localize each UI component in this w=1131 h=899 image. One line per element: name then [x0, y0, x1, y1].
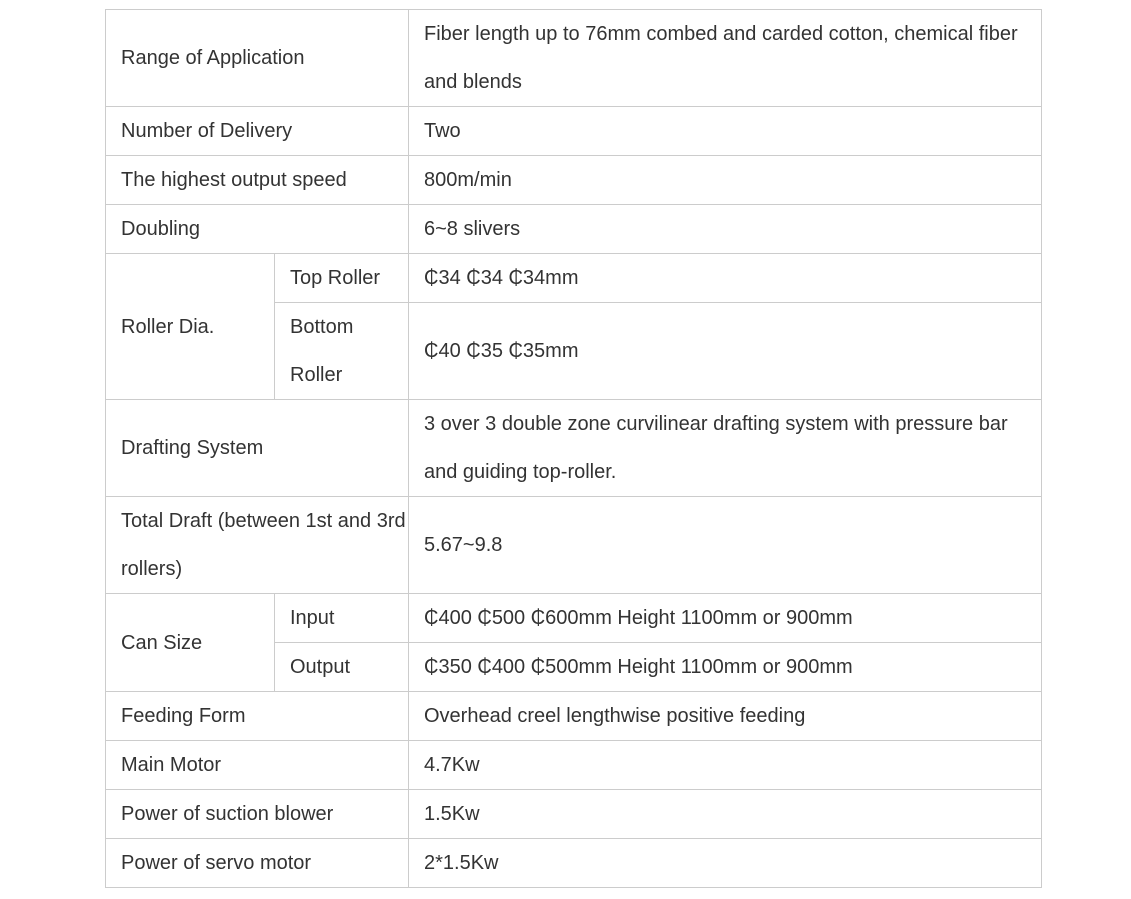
row-value: 1.5Kw	[409, 790, 1042, 839]
row-label: Can Size	[106, 594, 275, 692]
table-row	[106, 594, 1042, 643]
row-label: Drafting System	[106, 400, 409, 497]
row-value: ₵34 ₵34 ₵34mm	[409, 254, 1042, 303]
row-value: 800m/min	[409, 156, 1042, 205]
table-row	[106, 497, 1042, 594]
row-value: 2*1.5Kw	[409, 839, 1042, 888]
row-label: Main Motor	[106, 741, 409, 790]
row-value: Two	[409, 107, 1042, 156]
row-value: Fiber length up to 76mm combed and carded cotton, chemical fiber and blends	[409, 10, 1042, 107]
row-value: ₵40 ₵35 ₵35mm	[409, 303, 1042, 400]
row-label: Power of servo motor	[106, 839, 409, 888]
sub-label: Top Roller	[275, 254, 409, 303]
row-label: Doubling	[106, 205, 409, 254]
table-row	[106, 790, 1042, 839]
table-row	[106, 400, 1042, 497]
row-label: Feeding Form	[106, 692, 409, 741]
table-row	[106, 254, 1042, 303]
row-value: ₵350 ₵400 ₵500mm Height 1100mm or 900mm	[409, 643, 1042, 692]
table-row	[106, 10, 1042, 107]
row-value: Overhead creel lengthwise positive feeding	[409, 692, 1042, 741]
row-value: ₵400 ₵500 ₵600mm Height 1100mm or 900mm	[409, 594, 1042, 643]
row-value: 5.67~9.8	[409, 497, 1042, 594]
table-row	[106, 741, 1042, 790]
table-row	[106, 107, 1042, 156]
row-label: Number of Delivery	[106, 107, 409, 156]
row-label: Range of Application	[106, 10, 409, 107]
row-label: Power of suction blower	[106, 790, 409, 839]
sub-label: Bottom Roller	[275, 303, 409, 400]
row-value: 6~8 slivers	[409, 205, 1042, 254]
row-value: 3 over 3 double zone curvilinear drafting system with pressure bar and guiding top-roller.	[409, 400, 1042, 497]
row-label: Total Draft (between 1st and 3rd rollers)	[106, 497, 409, 594]
row-value: 4.7Kw	[409, 741, 1042, 790]
sub-label: Output	[275, 643, 409, 692]
table-row	[106, 205, 1042, 254]
row-label: The highest output speed	[106, 156, 409, 205]
sub-label: Input	[275, 594, 409, 643]
table-row	[106, 839, 1042, 888]
spec-table	[105, 9, 1042, 888]
row-label: Roller Dia.	[106, 254, 275, 400]
table-row	[106, 692, 1042, 741]
table-row	[106, 156, 1042, 205]
